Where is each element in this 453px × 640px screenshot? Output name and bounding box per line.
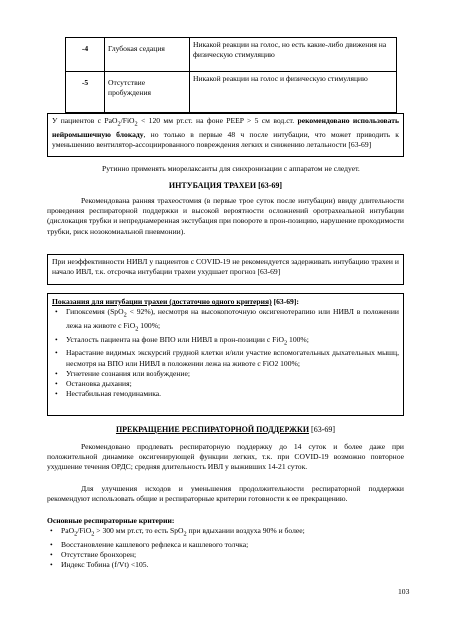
description-cell: Никакой реакции на голос, но есть какие-либо движения на физическую стимуляцию	[190, 38, 397, 72]
criteria-title: Основные респираторные критерии:	[47, 516, 175, 525]
term-cell: Глубокая седация	[105, 38, 190, 72]
sedation-table	[65, 37, 397, 113]
list-item: • Отсутствие бронхорен;	[47, 550, 404, 560]
relaxants-paragraph: Рутинно применять миорелаксанты для синхронизации с аппаратом не следует.	[102, 164, 360, 173]
box-bold-text: рекомендовано использовать нейромышечную блокаду	[52, 116, 399, 139]
subscript: 2	[117, 120, 121, 128]
criteria-section	[47, 516, 404, 571]
indications-title: Показания для интубации трахеи (достаточно одного критерия) [63-69]:	[52, 297, 299, 306]
term-cell: Отсутствие пробуждения	[105, 72, 190, 113]
list-item: • Нарастание видимых экскурсий грудной клетки и/или участие вспомогательных дыхательных мышц, несмотря на ВПО или НИВЛ в положении лежа на животе с FiO2 100%;	[52, 348, 399, 368]
subscript: 2	[134, 120, 138, 128]
list-item: • Остановка дыхания;	[52, 379, 399, 389]
list-item: • Угнетение сознания или возбуждение;	[52, 369, 399, 379]
indications-box	[47, 293, 404, 416]
box-text: /FiO	[120, 116, 135, 125]
list-item: • Нестабильная гемодинамика.	[52, 389, 399, 399]
list-item: • Усталость пациента на фоне ВПО или НИВЛ в прон-позиции с FiO$_2$ 100%;	[52, 335, 399, 349]
list-item: • Индекс Тобина (f/Vt) <105.	[47, 560, 404, 570]
heading-termination: ПРЕКРАЩЕНИЕ РЕСПИРАТОРНОЙ ПОДДЕРЖКИ [63-69]	[115, 425, 336, 434]
niv-box: При неэффективности НИВЛ у пациентов с COVID-19 не рекомендуется задерживать интубацию трахеи и начало ИВЛ, т.к. отсрочка интубации трахеи ухудшает прогноз [63-69]	[47, 254, 404, 285]
list-item: • Восстановление кашлевого рефлекса и кашлевого толчка;	[47, 540, 404, 550]
box-text: < 120 мм рт.ст. на фоне PEEP > 5 см вод.ст.	[137, 116, 298, 125]
description-cell: Никакой реакции на голос и физическую стимуляцию	[190, 72, 397, 113]
neuromuscular-box	[47, 113, 404, 157]
list-item: • PaO$_2$/FiO$_2$ > 300 мм рт.ст, то есть SpO$_2$ при вдыхании воздуха 90% и более;	[47, 526, 404, 540]
score-cell: -5	[66, 72, 105, 113]
tracheostomy-paragraph: Рекомендована ранняя трахеостомия (в первые трое суток после интубации) ввиду длительности проведения респираторной поддержки и высокой вероятности осложнений оротрахеальной интубации (дислокация трубки и непреднамеренная экстубация при повороте в прон-позицию, нарушение проходимости трубки, риск нозокомиальной пневмонии).	[47, 196, 404, 236]
box-text: , но только в первые 48 ч после интубации, что может приводить к уменьшению вентилятор-ассоциированного повреждения легких и снижению летальности [63-69]	[52, 129, 399, 149]
indications-list	[52, 307, 399, 399]
score-cell: -4	[66, 38, 105, 72]
improve-paragraph: Для улучшения исходов и уменьшения продолжительности респираторной поддержки рекомендуют использовать общие и респираторные критерии готовности к ее прекращению.	[47, 484, 404, 504]
table-row	[66, 38, 397, 72]
box-text: У пациентов с PaO	[52, 116, 118, 125]
list-item: • Гипоксемия (SpO$_2$ < 92%), несмотря на высокопоточную оксигенотерапию или НИВЛ в положении лежа на животе с FiO$_2$ 100%;	[52, 307, 399, 334]
heading-intubation: ИНТУБАЦИЯ ТРАХЕИ [63-69]	[168, 181, 283, 190]
criteria-list	[47, 526, 404, 570]
prolong-paragraph: Рекомендовано продлевать респираторную поддержку до 14 суток и более даже при положительной динамике оксигенирующей функции легких, т.к. при COVID-19 возможно повторное ухудшение течения ОРДС; средняя длительность ИВЛ у выживших 14-21 суток.	[47, 442, 404, 472]
table-row	[66, 72, 397, 113]
page-number: 103	[398, 587, 410, 596]
